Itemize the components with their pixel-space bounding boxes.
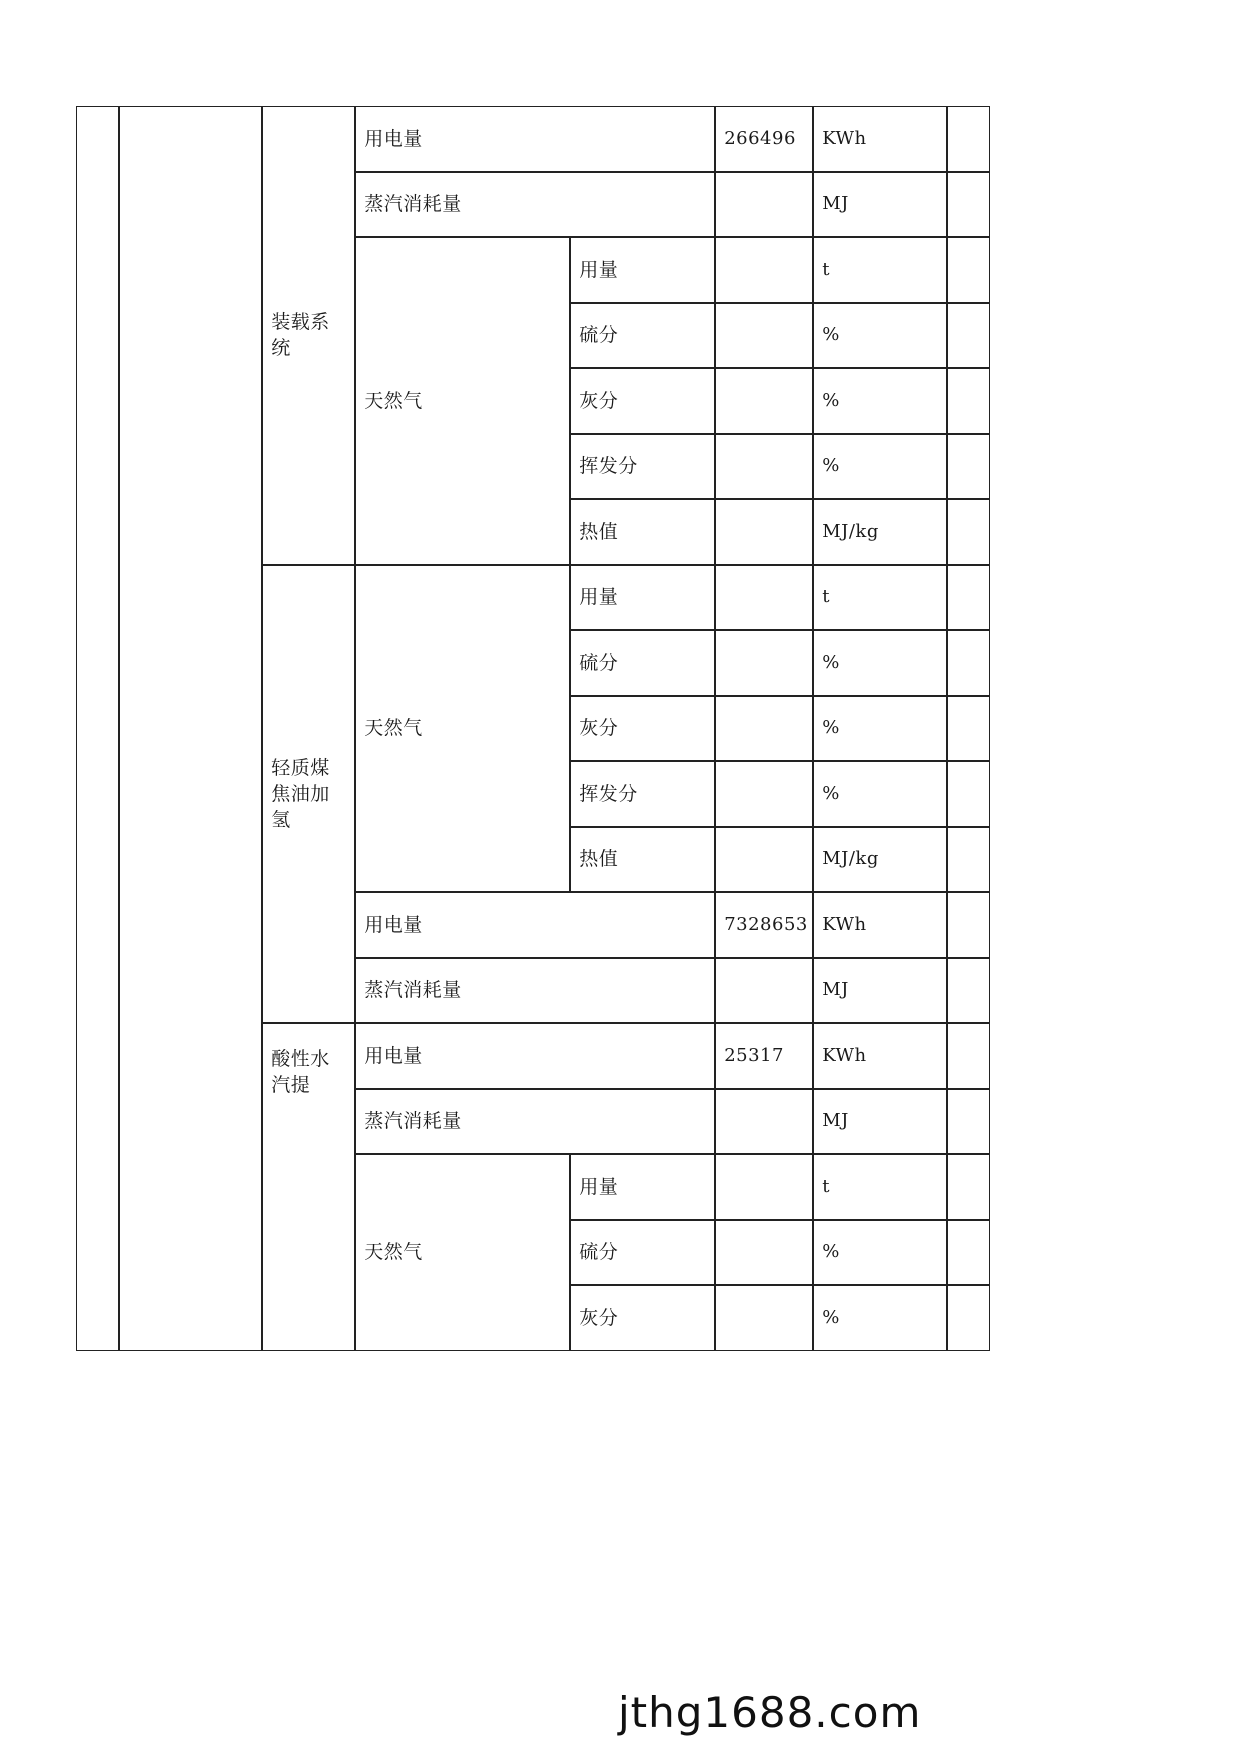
system-cell-text: 装载系统 (271, 311, 330, 360)
value-cell (715, 368, 813, 434)
note-cell (947, 237, 990, 303)
unit-cell (813, 434, 947, 500)
unit-cell-text: % (822, 651, 840, 673)
item-cell (355, 1089, 715, 1155)
unit-cell-text: KWh (822, 1044, 867, 1066)
unit-cell (813, 106, 947, 172)
system-cell (262, 106, 355, 565)
unit-cell-text: MJ (822, 1110, 849, 1132)
indicator-cell (570, 1220, 715, 1286)
value-cell (715, 1220, 813, 1286)
indicator-cell-text: 热值 (579, 520, 619, 543)
unit-cell (813, 172, 947, 238)
system-cell-text: 酸性水汽提 (271, 1048, 330, 1097)
unit-cell (813, 1023, 947, 1089)
item-cell-text: 用电量 (364, 127, 423, 150)
fuel-cell-text: 天然气 (364, 1241, 423, 1264)
unit-cell-text: % (822, 1306, 840, 1328)
item-cell-text: 蒸汽消耗量 (364, 193, 462, 216)
value-cell (715, 827, 813, 893)
system-cell-text: 轻质煤焦油加氢 (271, 756, 330, 831)
value-cell (715, 761, 813, 827)
unit-cell (813, 892, 947, 958)
indicator-cell (570, 565, 715, 631)
item-cell-text: 蒸汽消耗量 (364, 979, 462, 1002)
item-cell (355, 1023, 715, 1089)
item-cell (355, 172, 715, 238)
unit-cell-text: % (822, 782, 840, 804)
system-cell (262, 1023, 355, 1351)
unit-cell (813, 1089, 947, 1155)
unit-cell-text: MJ/kg (822, 848, 879, 870)
fuel-cell (355, 237, 570, 565)
index-column-cell (76, 106, 119, 1351)
indicator-cell-text: 灰分 (579, 717, 619, 740)
item-cell (355, 958, 715, 1024)
value-cell (715, 565, 813, 631)
note-cell (947, 172, 990, 238)
indicator-cell (570, 1285, 715, 1351)
note-cell (947, 434, 990, 500)
unit-cell (813, 368, 947, 434)
note-cell (947, 1285, 990, 1351)
indicator-cell (570, 630, 715, 696)
value-cell (715, 237, 813, 303)
note-cell (947, 368, 990, 434)
unit-cell (813, 630, 947, 696)
indicator-cell (570, 1154, 715, 1220)
unit-cell-text: t (822, 586, 830, 608)
unit-cell (813, 499, 947, 565)
unit-cell (813, 237, 947, 303)
value-cell (715, 630, 813, 696)
unit-cell-text: % (822, 389, 840, 411)
value-cell (715, 1023, 813, 1089)
item-cell-text: 蒸汽消耗量 (364, 1110, 462, 1133)
indicator-cell (570, 368, 715, 434)
note-cell (947, 565, 990, 631)
unit-cell-text: % (822, 717, 840, 739)
value-cell (715, 172, 813, 238)
indicator-cell (570, 434, 715, 500)
unit-cell-text: % (822, 324, 840, 346)
value-cell-text: 266496 (724, 127, 796, 149)
indicator-cell-text: 挥发分 (579, 782, 638, 805)
value-cell (715, 434, 813, 500)
value-cell-text: 25317 (724, 1044, 784, 1066)
indicator-cell-text: 用量 (579, 586, 619, 609)
unit-cell-text: MJ (822, 193, 849, 215)
indicator-cell-text: 硫分 (579, 1241, 619, 1264)
note-cell (947, 827, 990, 893)
fuel-cell (355, 1154, 570, 1351)
fuel-cell (355, 565, 570, 893)
fuel-cell-text: 天然气 (364, 389, 423, 412)
unit-cell-text: MJ/kg (822, 520, 879, 542)
indicator-cell (570, 499, 715, 565)
unit-cell (813, 303, 947, 369)
unit-cell-text: KWh (822, 127, 867, 149)
value-cell (715, 499, 813, 565)
item-cell (355, 892, 715, 958)
note-cell (947, 1154, 990, 1220)
unit-cell (813, 1220, 947, 1286)
unit-cell (813, 696, 947, 762)
item-cell-text: 用电量 (364, 913, 423, 936)
value-cell (715, 892, 813, 958)
indicator-cell (570, 827, 715, 893)
indicator-cell-text: 灰分 (579, 1306, 619, 1329)
note-cell (947, 106, 990, 172)
unit-cell (813, 1154, 947, 1220)
unit-cell-text: KWh (822, 913, 867, 935)
note-cell (947, 499, 990, 565)
value-cell (715, 303, 813, 369)
note-cell (947, 1089, 990, 1155)
note-cell (947, 761, 990, 827)
note-cell (947, 696, 990, 762)
note-cell (947, 303, 990, 369)
indicator-cell (570, 303, 715, 369)
site-watermark: jthg1688.com (618, 1688, 922, 1737)
unit-cell (813, 565, 947, 631)
unit-cell-text: % (822, 455, 840, 477)
unit-cell (813, 827, 947, 893)
unit-cell (813, 958, 947, 1024)
category-column-cell (119, 106, 262, 1351)
note-cell (947, 630, 990, 696)
item-cell-text: 用电量 (364, 1044, 423, 1067)
indicator-cell (570, 696, 715, 762)
value-cell (715, 1154, 813, 1220)
value-cell (715, 106, 813, 172)
unit-cell-text: t (822, 258, 830, 280)
indicator-cell (570, 237, 715, 303)
value-cell (715, 696, 813, 762)
indicator-cell-text: 用量 (579, 1175, 619, 1198)
indicator-cell-text: 灰分 (579, 389, 619, 412)
unit-cell (813, 1285, 947, 1351)
value-cell (715, 1285, 813, 1351)
indicator-cell-text: 硫分 (579, 324, 619, 347)
note-cell (947, 1220, 990, 1286)
value-cell (715, 958, 813, 1024)
value-cell (715, 1089, 813, 1155)
unit-cell (813, 761, 947, 827)
value-cell-text: 7328653 (724, 913, 808, 935)
indicator-cell (570, 761, 715, 827)
indicator-cell-text: 热值 (579, 848, 619, 871)
unit-cell-text: % (822, 1241, 840, 1263)
indicator-cell-text: 用量 (579, 258, 619, 281)
item-cell (355, 106, 715, 172)
unit-cell-text: MJ (822, 979, 849, 1001)
system-cell (262, 565, 355, 1024)
note-cell (947, 892, 990, 958)
indicator-cell-text: 挥发分 (579, 455, 638, 478)
note-cell (947, 958, 990, 1024)
fuel-cell-text: 天然气 (364, 717, 423, 740)
note-cell (947, 1023, 990, 1089)
unit-cell-text: t (822, 1175, 830, 1197)
indicator-cell-text: 硫分 (579, 651, 619, 674)
